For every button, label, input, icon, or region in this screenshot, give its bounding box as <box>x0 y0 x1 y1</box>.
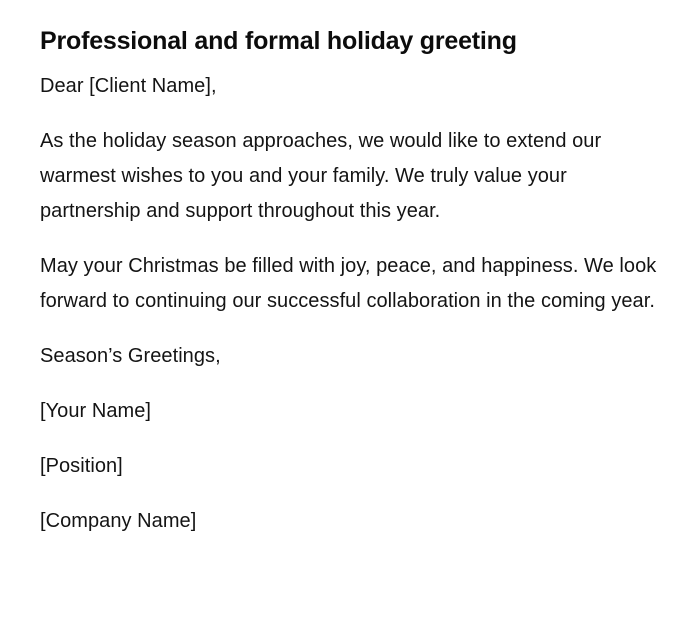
signature-name: [Your Name] <box>40 400 151 422</box>
document-title: Professional and formal holiday greeting <box>40 27 517 55</box>
salutation: Dear [Client Name], <box>40 75 217 97</box>
signature-company: [Company Name] <box>40 510 197 532</box>
body-paragraph-1: As the holiday season approaches, we would like to extend our warmest wishes to you and your family. We truly value your partnership and support throughout this year. <box>40 130 602 222</box>
closing-line: Season’s Greetings, <box>40 345 221 367</box>
signature-position: [Position] <box>40 455 123 477</box>
body-paragraph-2: May your Christmas be filled with joy, peace, and happiness. We look forward to continuing our successful collaboration in the coming year. <box>40 255 657 312</box>
